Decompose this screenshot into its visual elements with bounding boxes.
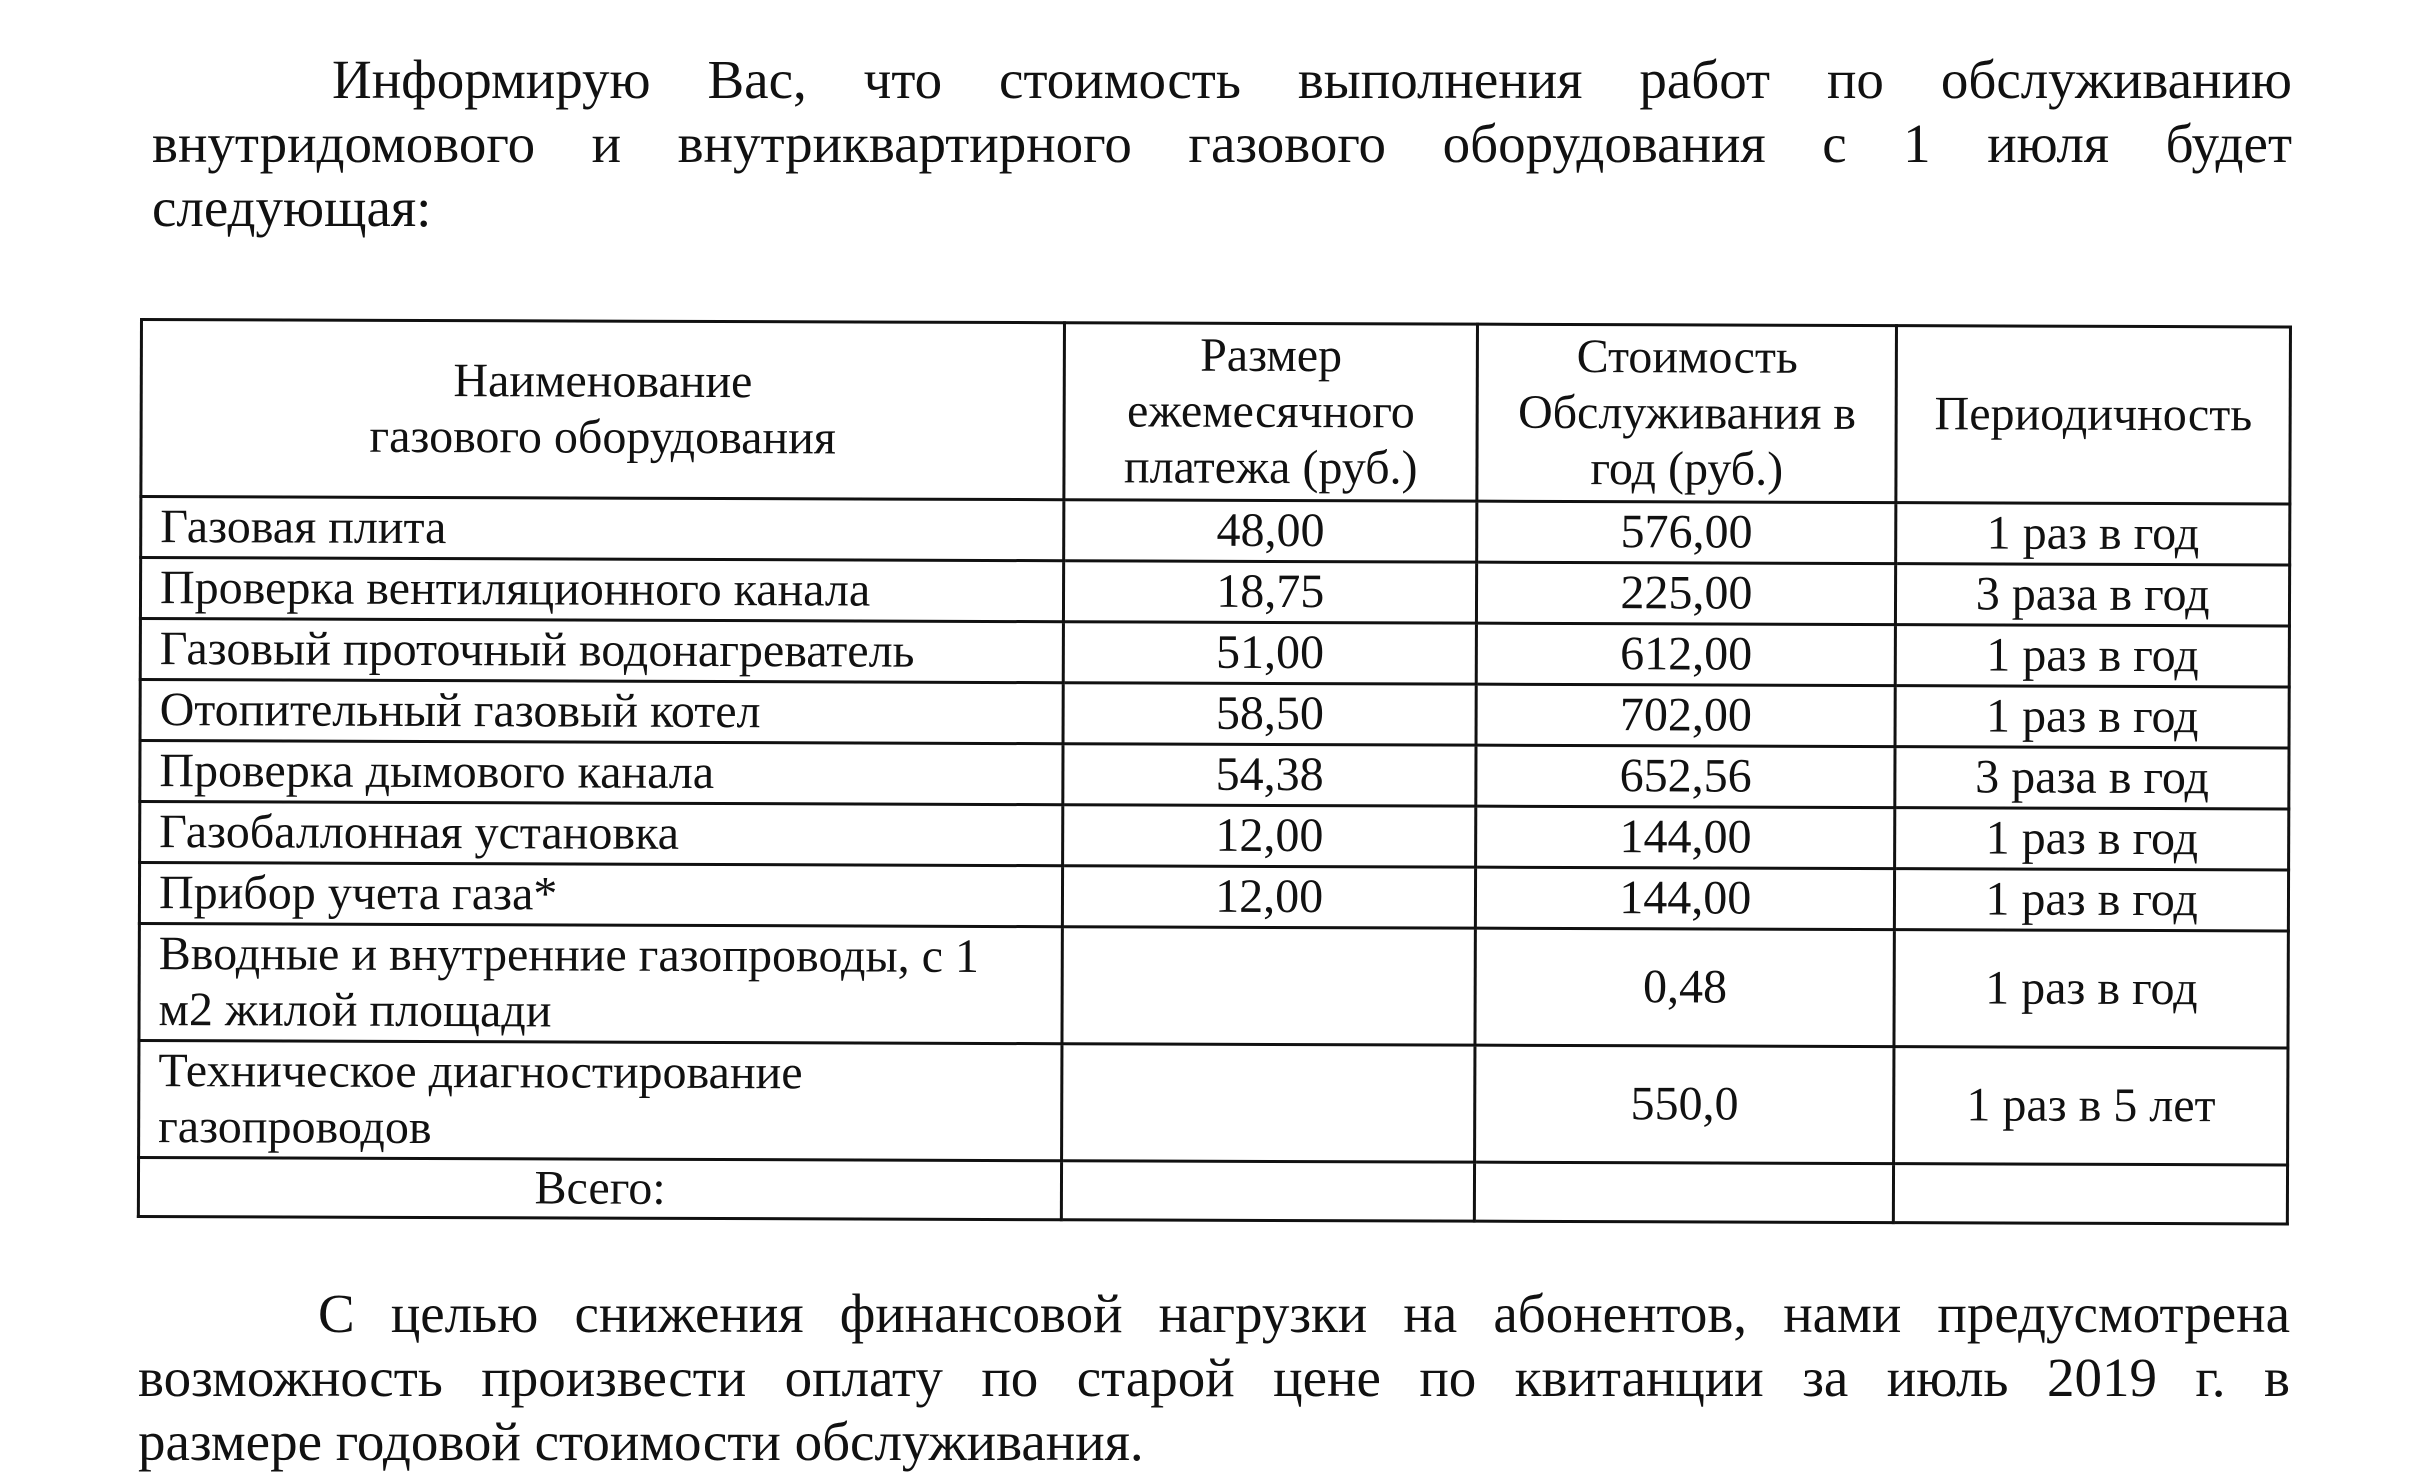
row-monthly: 12,00: [1063, 805, 1476, 867]
row-name: [139, 1041, 1063, 1161]
row-name: [139, 924, 1063, 1044]
row-annual: 144,00: [1476, 806, 1895, 868]
row-period: 1 раз в год: [1895, 686, 2289, 748]
row-name: Проверка вентиляционного канала: [140, 558, 1063, 622]
table-row-pipes: [139, 924, 2288, 1049]
row-period: 1 раз в год: [1895, 869, 2289, 931]
table-header-row: [141, 320, 2291, 505]
header-annual-line-3: год (руб.): [1590, 442, 1784, 496]
row-monthly: [1062, 1044, 1475, 1162]
row-annual: 576,00: [1477, 501, 1896, 563]
total-period: [1894, 1164, 2288, 1224]
row-monthly: [1062, 927, 1475, 1045]
row-period: 1 раз в год: [1896, 625, 2290, 687]
table-row: [140, 558, 2289, 627]
closing-paragraph: [138, 1282, 2290, 1474]
header-annual-line-1: Стоимость: [1576, 330, 1798, 384]
row-monthly: 51,00: [1063, 622, 1476, 684]
header-monthly-line-2: ежемесячного: [1126, 384, 1415, 439]
row-monthly: 12,00: [1063, 866, 1476, 928]
total-annual: [1475, 1162, 1894, 1222]
table-row: [140, 619, 2289, 688]
pipes-name-line-2: м2 жилой площади: [158, 983, 552, 1038]
table-row: [141, 497, 2290, 566]
diag-name-line-2: газопроводов: [158, 1100, 432, 1155]
total-monthly: [1062, 1161, 1475, 1221]
total-label: Всего:: [138, 1158, 1061, 1220]
table-row: [140, 741, 2289, 810]
closing-line-2: возможность произвести оплату по старой цене по квитанции за июль 2019 г. в: [138, 1347, 2290, 1408]
closing-line-1: С целью снижения финансовой нагрузки на абонентов, нами предусмотрена: [318, 1283, 2290, 1344]
closing-line-3: размере годовой стоимости обслуживания.: [138, 1411, 1144, 1472]
row-annual: 550,0: [1475, 1045, 1895, 1163]
row-name: Газобаллонная установка: [140, 802, 1063, 866]
header-monthly-line-3: платежа (руб.): [1123, 440, 1418, 495]
intro-line-2: внутридомового и внутриквартирного газового оборудования с 1 июля будет: [152, 113, 2292, 174]
row-period: 1 раз в год: [1894, 930, 2288, 1048]
header-equipment-name: [141, 320, 1065, 500]
intro-line-1: Информирую Вас, что стоимость выполнения работ по обслуживанию: [332, 49, 2292, 110]
row-monthly: 58,50: [1063, 683, 1476, 745]
header-annual-line-2: Обслуживания в: [1517, 385, 1857, 440]
row-monthly: 48,00: [1064, 500, 1477, 562]
table-row: [140, 680, 2289, 749]
header-name-line-2: газового оборудования: [369, 409, 837, 465]
header-monthly-line-1: Размер: [1200, 328, 1343, 383]
row-annual: 612,00: [1476, 623, 1895, 685]
header-monthly-payment: [1064, 323, 1478, 501]
table-row: [139, 863, 2288, 932]
header-annual-cost: [1477, 324, 1897, 502]
row-name: Газовая плита: [141, 497, 1064, 561]
row-period: 1 раз в год: [1895, 808, 2289, 870]
header-periodicity: Периодичность: [1896, 326, 2290, 504]
pipes-name-line-1: Вводные и внутренние газопроводы, с 1: [158, 927, 980, 983]
intro-paragraph: [152, 48, 2292, 240]
table-row: [140, 802, 2289, 871]
row-name: Прибор учета газа*: [139, 863, 1062, 927]
row-annual: 0,48: [1475, 928, 1895, 1046]
table-row-diagnostics: [139, 1041, 2288, 1166]
row-period: 3 раза в год: [1895, 747, 2289, 809]
row-annual: 702,00: [1476, 684, 1895, 746]
row-name: Отопительный газовый котел: [140, 680, 1063, 744]
header-name-line-1: Наименование: [453, 354, 753, 409]
diag-name-line-1: Техническое диагностирование: [158, 1044, 803, 1100]
row-period: 3 раза в год: [1896, 564, 2290, 626]
intro-line-3: следующая:: [152, 177, 432, 238]
price-table: [137, 318, 2292, 1226]
row-annual: 225,00: [1477, 562, 1896, 624]
row-annual: 652,56: [1476, 745, 1895, 807]
row-annual: 144,00: [1476, 867, 1895, 929]
row-period: 1 раз в год: [1896, 503, 2290, 565]
table-row-total: [138, 1158, 2287, 1225]
row-monthly: 18,75: [1064, 561, 1477, 623]
row-monthly: 54,38: [1063, 744, 1476, 806]
row-period: 1 раз в 5 лет: [1894, 1047, 2288, 1165]
row-name: Газовый проточный водонагреватель: [140, 619, 1063, 683]
row-name: Проверка дымового канала: [140, 741, 1063, 805]
